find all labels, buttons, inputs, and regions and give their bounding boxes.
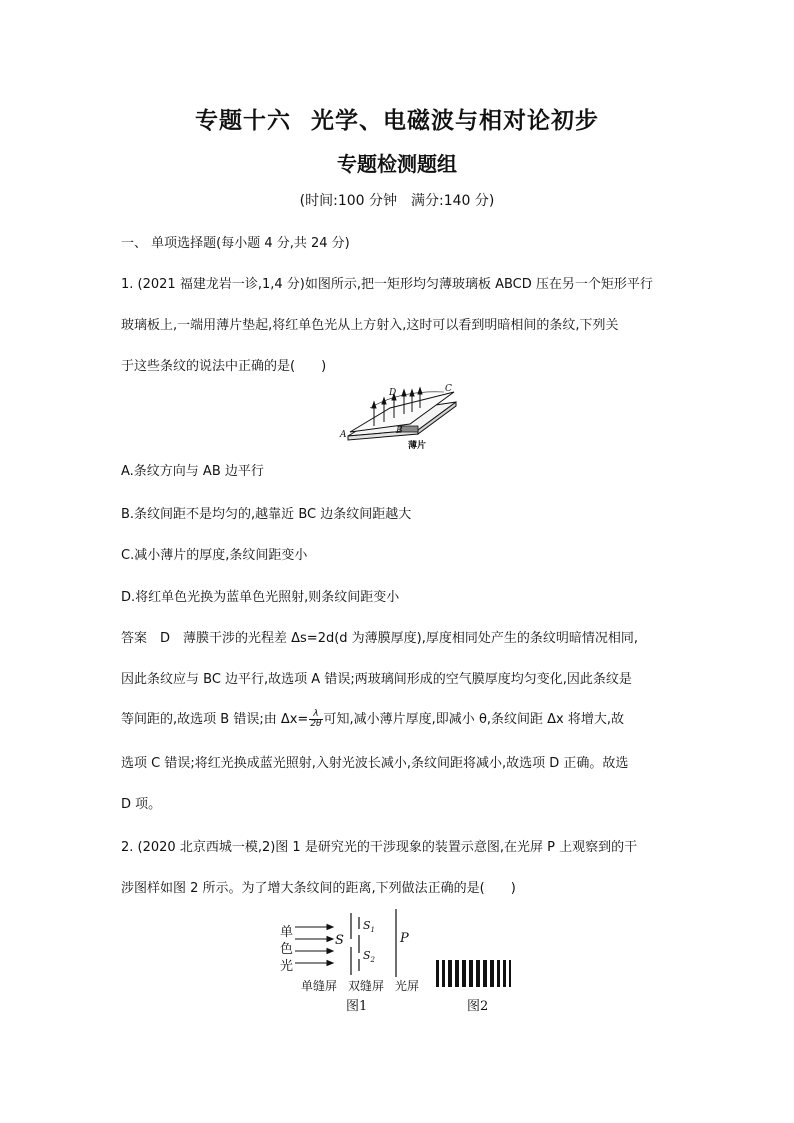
q2-line-2: 涉图样如图 2 所示。为了增大条纹间的距离,下列做法正确的是( ) [121,881,516,896]
q1-option-a: A.条纹方向与 AB 边平行 [121,464,264,479]
q2-figure-double-slit [275,905,525,1015]
q1-option-d: D.将红单色光换为蓝单色光照射,则条纹间距变小 [121,590,400,605]
q1-line-1: 1. (2021 福建龙岩一诊,1,4 分)如图所示,把一矩形均匀薄玻璃板 ABCD 压在另一个矩形平行 [121,277,653,292]
label-c: C [445,384,452,394]
fraction-lambda-over-2theta [309,710,322,729]
q1-line-2: 玻璃板上,一端用薄片垫起,将红单色光从上方射入,这时可以看到明暗相间的条纹,下列关 [121,318,619,333]
page-title [0,102,794,135]
label-s2: $S_2$ [363,949,376,965]
q1-option-b: B.条纹间距不是均匀的,越靠近 BC 边条纹间距越大 [121,507,412,522]
section-heading: 一、 单项选择题(每小题 4 分,共 24 分) [121,236,350,251]
single-slit-label: 单缝屏 [301,979,338,993]
title-topic-name: 光学、电磁波与相对论初步 [311,107,599,134]
label-s: S [335,933,344,948]
q1-figure-glass-plates [340,386,462,454]
light-label-2: 色 [280,942,294,957]
answer-formula-tail: 可知,减小薄片厚度,即减小 θ,条纹间距 Δx 将增大,故 [323,712,625,727]
glass-plates-diagram [340,386,462,454]
fraction-numerator: λ [309,710,322,720]
time-info: (时间:100 分钟 满分:140 分) [299,193,495,209]
label-s1: $S_1$ [363,919,376,935]
screen-label: 光屏 [395,979,420,993]
q1-answer-line-4: 选项 C 错误;将红光换成蓝光照射,入射光波长减小,条纹间距将减小,故选项 D 正确。故选 [121,756,629,771]
q1-answer-line-5: D 项。 [121,797,162,812]
answer-formula-lead: 等间距的,故选项 B 错误;由 Δx= [121,712,309,727]
figure-2-caption: 图2 [467,999,489,1014]
fraction-denominator: 2θ [310,719,322,729]
q1-answer-line-2: 因此条纹应与 BC 边平行,故选项 A 错误;两玻璃间形成的空气膜厚度均匀变化,因此条纹是 [121,672,632,687]
figure-1-caption: 图1 [346,999,368,1014]
q1-line-3: 于这些条纹的说法中正确的是( ) [121,359,327,374]
q1-option-c: C.减小薄片的厚度,条纹间距变小 [121,548,308,563]
q1-answer-line-1: 答案 D 薄膜干涉的光程差 Δs=2d(d 为薄膜厚度),厚度相同处产生的条纹明暗情况相同, [121,631,639,646]
light-label-3: 光 [280,959,294,974]
light-label-1: 单 [280,925,294,940]
label-b: B [396,426,403,436]
label-p: P [400,931,409,946]
label-shim: 薄片 [408,441,427,451]
title-topic-number: 专题十六 [195,107,291,134]
page-subtitle: 专题检测题组 [337,152,457,176]
q1-answer-line-3 [121,710,681,730]
label-d: D [389,388,397,398]
label-a: A [340,430,347,440]
q2-line-1: 2. (2020 北京西城一模,2)图 1 是研究光的干涉现象的装置示意图,在光屏 P 上观察到的干 [121,840,638,855]
double-slit-label: 双缝屏 [348,979,385,993]
